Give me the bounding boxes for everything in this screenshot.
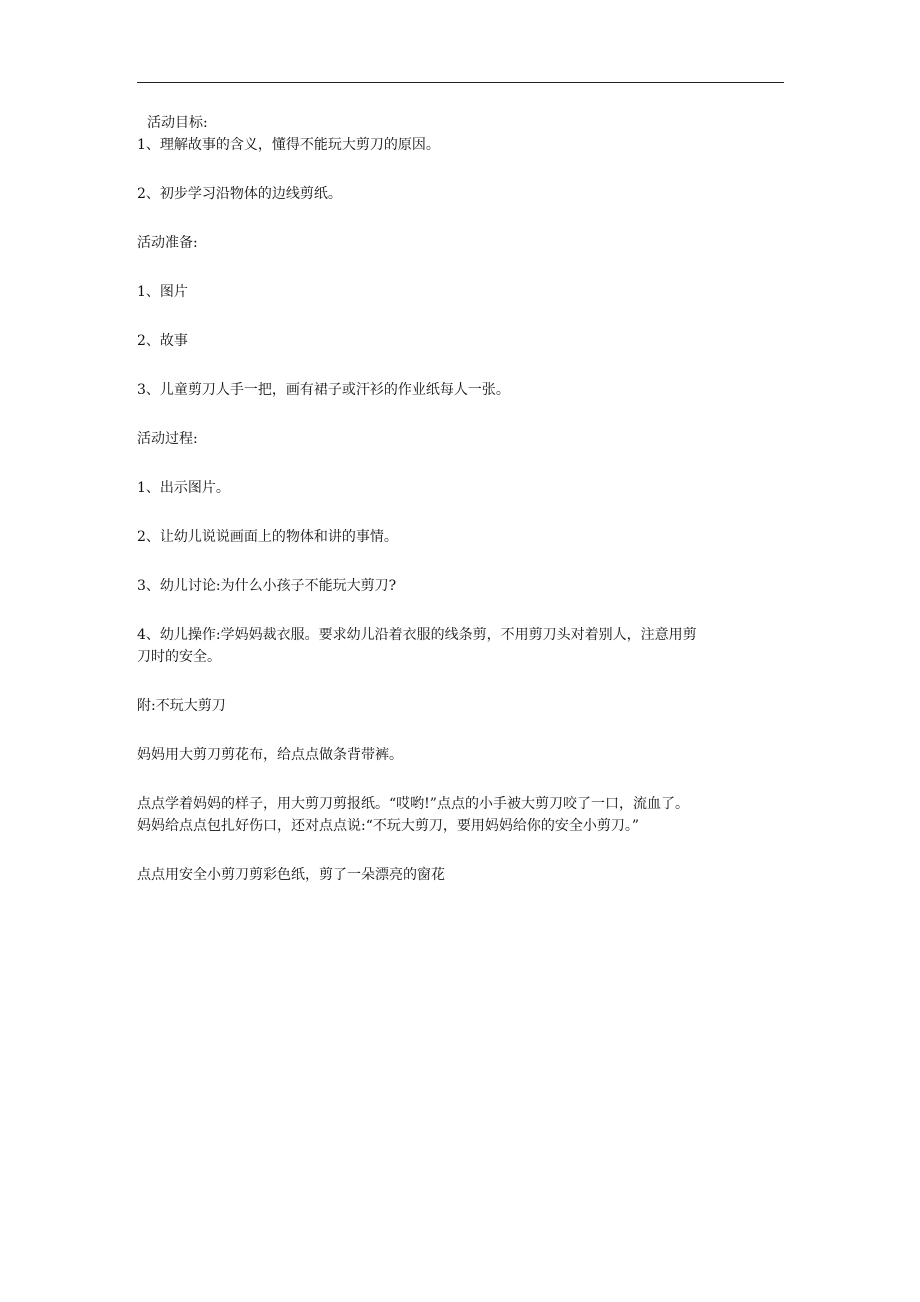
step-item-3: 3、幼儿讨论:为什么小孩子不能玩大剪刀? [137,578,397,594]
step-item-4: 4、幼儿操作:学妈妈裁衣服。要求幼儿沿着衣服的线条剪，不用剪刀头对着别人，注意用剪 [137,627,697,643]
story-paragraph-3: 点点用安全小剪刀剪彩色纸，剪了一朵漂亮的窗花 [137,867,445,883]
step-item-1: 1、出示图片。 [137,480,230,496]
prep-heading: 活动准备: [137,235,198,251]
prep-item-1: 1、图片 [137,284,188,300]
header-rule [137,82,784,83]
document-body [137,112,797,886]
goal-item-2: 2、初步学习沿物体的边线剪纸。 [137,186,342,202]
appendix-heading: 附:不玩大剪刀 [137,698,226,714]
prep-item-3: 3、儿童剪刀人手一把，画有裙子或汗衫的作业纸每人一张。 [137,382,510,398]
step-item-4-continued: 刀时的安全。 [137,649,221,665]
process-heading: 活动过程: [137,431,198,447]
prep-item-2: 2、故事 [137,333,188,349]
story-paragraph-2: 点点学着妈妈的样子，用大剪刀剪报纸。“哎哟!”点点的小手被大剪刀咬了一口，流血了。 [137,796,689,812]
story-paragraph-1: 妈妈用大剪刀剪花布，给点点做条背带裤。 [137,747,403,763]
step-item-2: 2、让幼儿说说画面上的物体和讲的事情。 [137,529,398,545]
goal-heading: 活动目标: [147,115,208,131]
goal-item-1: 1、理解故事的含义，懂得不能玩大剪刀的原因。 [137,137,440,153]
story-paragraph-2-continued: 妈妈给点点包扎好伤口，还对点点说:“不玩大剪刀，要用妈妈给你的安全小剪刀。” [137,818,640,834]
